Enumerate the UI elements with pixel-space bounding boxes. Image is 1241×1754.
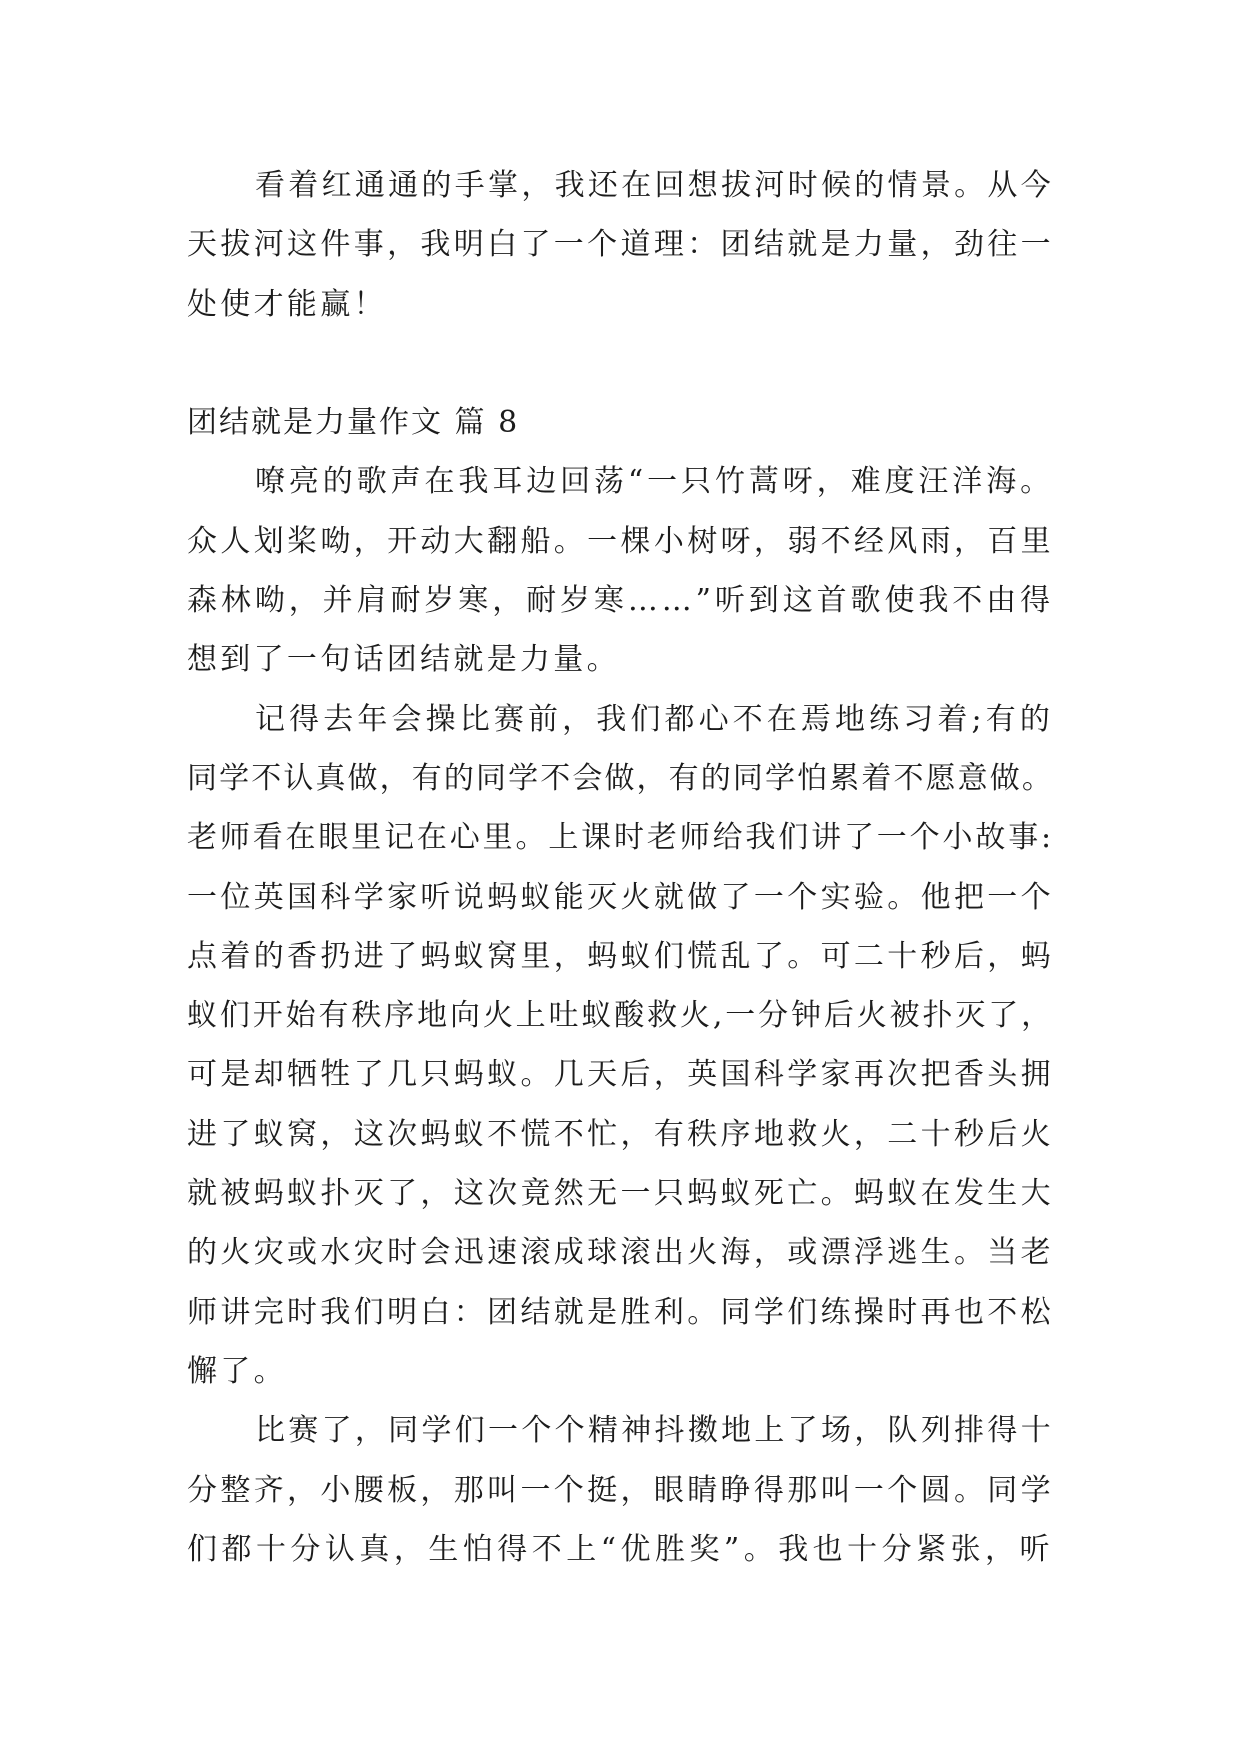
paragraph-competition	[187, 1401, 1054, 1579]
paragraph-line: 师讲完时我们明白：团结就是胜利。同学们练操时再也不松	[187, 1294, 1054, 1330]
paragraph-line: 嘹亮的歌声在我耳边回荡“一只竹蒿呀，难度汪洋海。	[255, 464, 1054, 500]
paragraph-line: 处使才能赢！	[187, 286, 387, 322]
paragraph-line: 记得去年会操比赛前，我们都心不在焉地练习着;有的	[255, 701, 1054, 737]
paragraph-line: 想到了一句话团结就是力量。	[187, 642, 620, 678]
paragraph-line: 比赛了，同学们一个个精神抖擞地上了场，队列排得十	[255, 1413, 1054, 1449]
paragraph-line: 森林呦，并肩耐岁寒，耐岁寒……”听到这首歌使我不由得	[187, 583, 1054, 619]
paragraph-ant-story	[187, 690, 1054, 1402]
essay-heading: 团结就是力量作文 篇 8	[187, 405, 520, 441]
paragraph-song	[187, 452, 1054, 689]
paragraph-line: 进了蚁窝，这次蚂蚁不慌不忙，有秩序地救火，二十秒后火	[187, 1116, 1054, 1152]
paragraph-line: 懈了。	[187, 1353, 287, 1389]
paragraph-line: 点着的香扔进了蚂蚁窝里，蚂蚁们慌乱了。可二十秒后，蚂	[187, 938, 1054, 974]
paragraph-line: 一位英国科学家听说蚂蚁能灭火就做了一个实验。他把一个	[187, 879, 1054, 915]
document-body	[187, 156, 1054, 1579]
paragraph-line: 看着红通通的手掌，我还在回想拔河时候的情景。从今	[255, 168, 1054, 203]
blank-line	[187, 334, 1054, 393]
paragraph-line: 分整齐，小腰板，那叫一个挺，眼睛睁得那叫一个圆。同学	[187, 1472, 1054, 1508]
paragraph-line: 老师看在眼里记在心里。上课时老师给我们讲了一个小故事:	[187, 820, 1054, 856]
paragraph-line: 们都十分认真，生怕得不上“优胜奖”。我也十分紧张，听	[187, 1531, 1054, 1567]
paragraph-line: 天拔河这件事，我明白了一个道理：团结就是力量，劲往一	[187, 227, 1054, 263]
paragraph-line: 众人划桨呦，开动大翻船。一棵小树呀，弱不经风雨，百里	[187, 523, 1054, 559]
paragraph-line: 同学不认真做，有的同学不会做，有的同学怕累着不愿意做。	[187, 760, 1054, 796]
paragraph-line: 蚁们开始有秩序地向火上吐蚁酸救火,一分钟后火被扑灭了，	[187, 998, 1054, 1034]
paragraph-line: 就被蚂蚁扑灭了，这次竟然无一只蚂蚁死亡。蚂蚁在发生大	[187, 1176, 1054, 1212]
paragraph-closing-tug-of-war	[187, 156, 1054, 334]
paragraph-line: 可是却牺牲了几只蚂蚁。几天后，英国科学家再次把香头拥	[187, 1057, 1054, 1093]
paragraph-line: 的火灾或水灾时会迅速滚成球滚出火海，或漂浮逃生。当老	[187, 1235, 1054, 1271]
